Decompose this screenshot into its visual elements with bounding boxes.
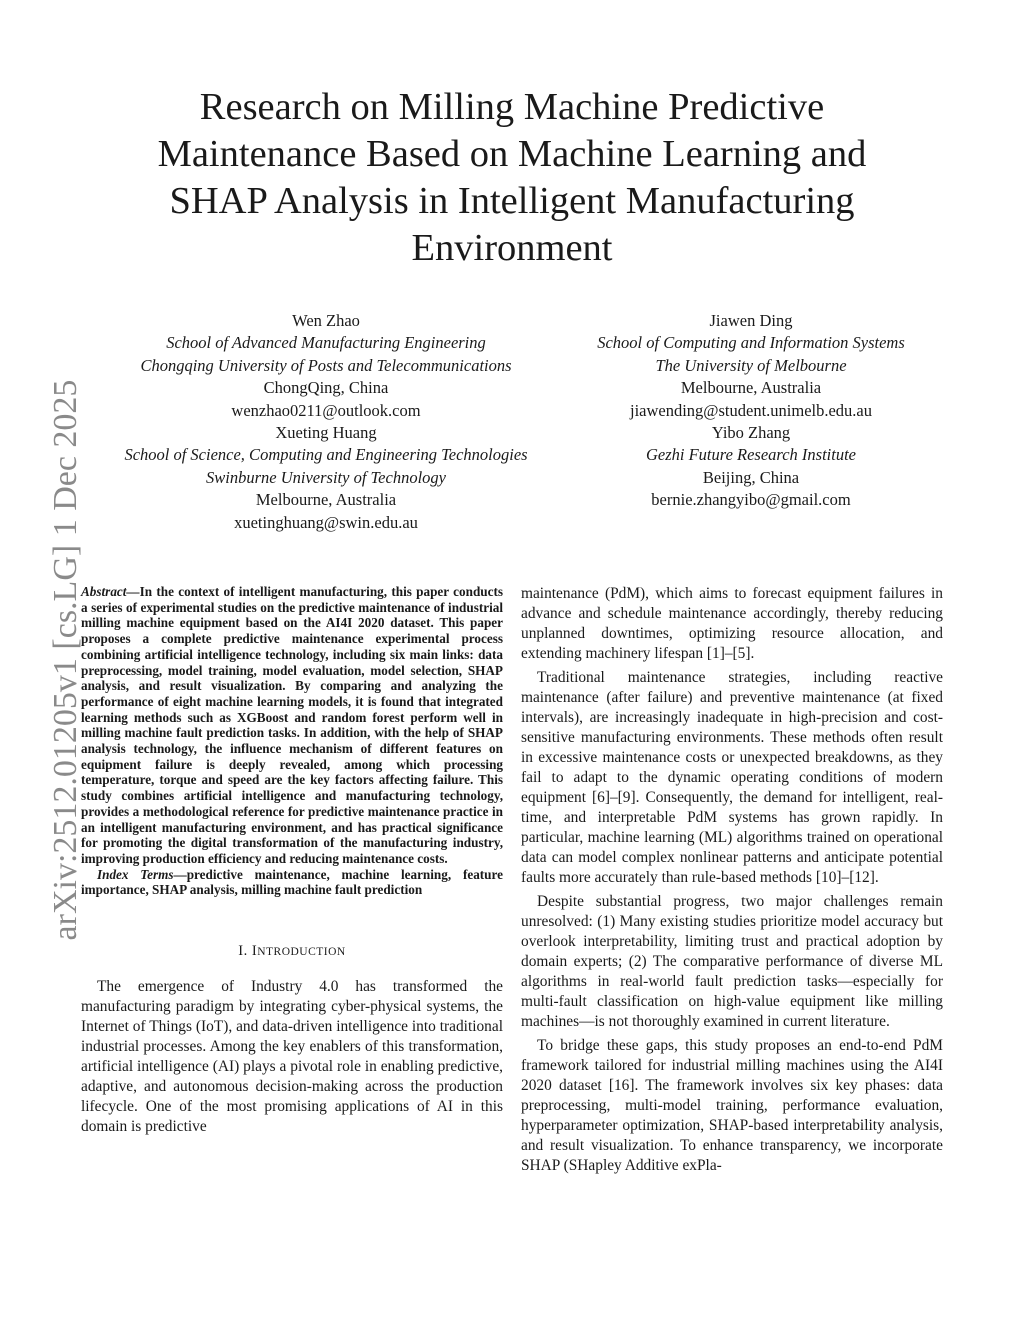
left-column <box>81 584 503 1137</box>
author-email[interactable]: jiawending@student.unimelb.edu.au <box>629 400 873 420</box>
author-department: School of Computing and Information Systems <box>597 333 905 353</box>
section-number: I. <box>238 943 252 960</box>
index-terms-text: —predictive maintenance, machine learning, feature importance, SHAP analysis, milling machine fault prediction <box>81 866 503 898</box>
index-terms-label: Index Terms <box>97 866 174 882</box>
body-paragraph: Despite substantial progress, two major challenges remain unresolved: (1) Many existing studies prioritize model accuracy but overlook interpretability, limiting trust and practical adoption by domain experts; (2) The comparative performance of diverse ML algorithms in real-world fault prediction tasks—especially for multi-fault classification on high-value equipment like milling machines—is not thoroughly examined in current literature. <box>521 893 943 1030</box>
section-initial: I <box>251 943 258 960</box>
author-institution: Gezhi Future Research Institute <box>645 445 857 465</box>
author-email[interactable]: bernie.zhangyibo@gmail.com <box>651 490 851 510</box>
author-department: School of Advanced Manufacturing Engineering <box>166 333 486 353</box>
body-paragraph: To bridge these gaps, this study proposes an end-to-end PdM framework tailored for industrial milling machines using the AI4I 2020 dataset [16]. The framework involves six key phases: data preprocessing, multi-model training, performance evaluation, hyperparameter optimization, SHAP-based interpretability analysis, and result visualization. To enhance transparency, we incorporate SHAP (SHapley Additive exPla- <box>521 1037 943 1174</box>
author-name: Wen Zhao <box>292 311 360 330</box>
author-location: ChongQing, China <box>263 378 389 398</box>
author-block-2 <box>555 310 947 422</box>
author-name: Xueting Huang <box>275 423 377 442</box>
author-location: Melbourne, Australia <box>680 378 822 398</box>
paper-title: Research on Milling Machine Predictive Maintenance Based on Machine Learning and SHAP Analysis in Intelligent Manufacturing Environment <box>157 86 867 269</box>
body-paragraph: Traditional maintenance strategies, including reactive maintenance (after failure) and preventive maintenance (at fixed intervals), are increasingly inadequate in high-precision and cost-sensitive manufacturing environments. These methods often result in excessive maintenance costs or unexpected breakdowns, as they fail to adapt to the dynamic operating conditions of modern equipment [6]–[9]. Consequently, the demand for intelligent, real-time, and interpretable PdM systems has grown rapidly. In particular, machine learning (ML) algorithms trained on operational data can model complex nonlinear patterns and anticipate potential faults more accurately than rule-based methods [10]–[12]. <box>521 669 943 886</box>
section-title-rest: NTRODUCTION <box>257 946 346 959</box>
author-institution: Swinburne University of Technology <box>206 467 446 487</box>
author-location: Beijing, China <box>702 467 800 487</box>
author-name: Yibo Zhang <box>711 423 791 442</box>
author-email[interactable]: wenzhao0211@outlook.com <box>231 400 421 420</box>
abstract-text: In the context of intelligent manufacturing, this paper conducts a series of experimental studies on the predictive maintenance of industrial milling machine equipment based on the AI4I 2020 dataset. This paper proposes a complete predictive maintenance experimental process combining artificial intelligence technology, including six main links: data preprocessing, model training, model evaluation, model selection, SHAP analysis, and result visualization. By comparing and analyzing the performance of eight machine learning models, it is found that integrated learning methods such as XGBoost and random forest perform well in milling machine fault prediction tasks. In addition, with the help of SHAP analysis technology, the influence mechanism of different features on equipment failure is deeply revealed, among which processing temperature, torque and speed are the key factors affecting failure. This study combines artificial intelligence and manufacturing technology, provides a methodological reference for predictive maintenance practice in an intelligent manufacturing environment, and has practical significance for promoting the digital transformation of the manufacturing industry, improving production efficiency and reducing maintenance costs. <box>81 584 503 866</box>
author-location: Melbourne, Australia <box>255 490 397 510</box>
index-terms <box>81 867 503 898</box>
author-name: Jiawen Ding <box>709 311 793 330</box>
abstract <box>81 584 503 867</box>
author-block-3 <box>90 422 562 534</box>
author-institution: The University of Melbourne <box>655 355 847 375</box>
intro-paragraph: The emergence of Industry 4.0 has transformed the manufacturing paradigm by integrating cyber-physical systems, the Internet of Things (IoT), and data-driven intelligence into traditional industrial processes. Among the key enablers of this transformation, artificial intelligence (AI) plays a pivotal role in enabling predictive, adaptive, and autonomous decision-making across the production lifecycle. One of the most promising applications of AI in this domain is predictive <box>81 978 503 1136</box>
right-column <box>521 584 943 1176</box>
author-institution: Chongqing University of Posts and Telecommunications <box>140 355 512 375</box>
body-paragraph: maintenance (PdM), which aims to forecast equipment failures in advance and schedule maintenance accordingly, thereby reducing unplanned downtimes, optimizing resource allocation, and extending machinery lifespan [1]–[5]. <box>521 585 943 662</box>
arxiv-identifier[interactable]: arXiv:2512.01205v1 [cs.LG] 1 Dec 2025 <box>47 379 84 941</box>
author-block-4 <box>555 422 947 512</box>
section-heading-introduction <box>81 943 503 960</box>
author-email[interactable]: xuetinghuang@swin.edu.au <box>234 512 418 532</box>
author-department: School of Science, Computing and Engineering Technologies <box>124 445 528 465</box>
abstract-label: Abstract— <box>81 584 140 599</box>
author-block-1 <box>95 310 557 422</box>
